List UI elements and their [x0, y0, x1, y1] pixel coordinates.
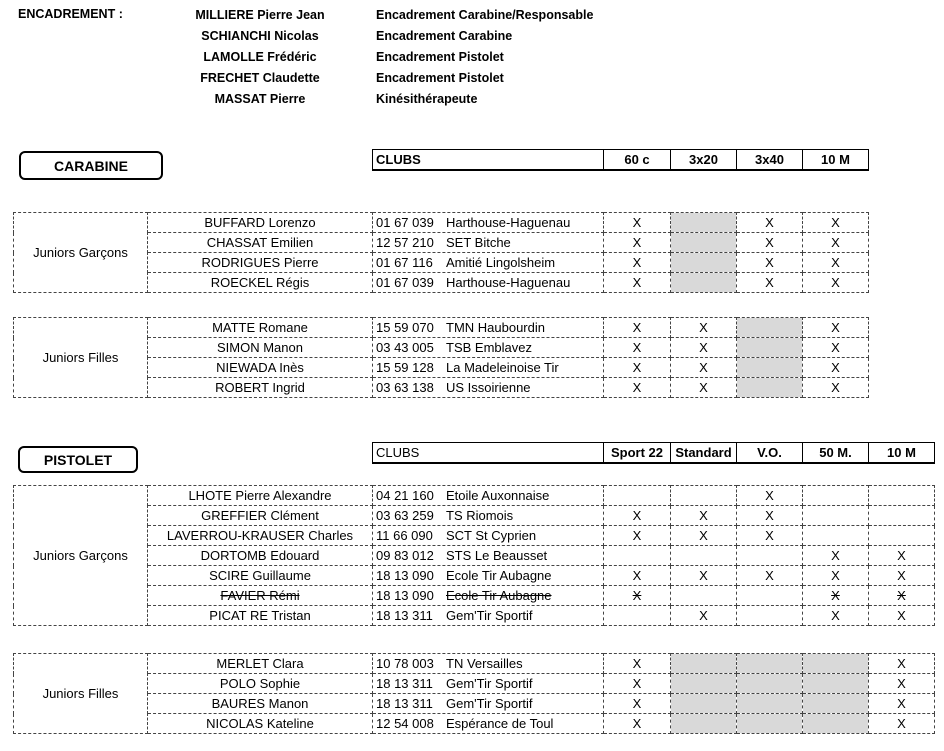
mark-cell — [604, 486, 671, 506]
club-cell — [373, 566, 604, 586]
mark-cell: X — [671, 606, 737, 626]
club-cell — [373, 273, 604, 293]
club-code: 18 13 311 — [376, 676, 433, 691]
mark-cell — [803, 654, 869, 674]
mark-cell: X — [604, 674, 671, 694]
mark-cell — [737, 378, 803, 398]
mark-cell: X — [604, 318, 671, 338]
club-cell — [373, 486, 604, 506]
club-code: 15 59 128 — [376, 360, 434, 375]
mark-cell: X — [803, 358, 869, 378]
table-row — [14, 654, 935, 674]
athlete-name: DORTOMB Edouard — [148, 546, 373, 566]
mark-cell: X — [803, 586, 869, 606]
club-name: Etoile Auxonnaise — [446, 488, 550, 503]
column-header: Sport 22 — [604, 443, 671, 463]
club-cell — [373, 694, 604, 714]
mark-cell — [671, 694, 737, 714]
club-code: 03 63 138 — [376, 380, 434, 395]
club-code: 01 67 039 — [376, 215, 434, 230]
club-name: Espérance de Toul — [446, 716, 554, 731]
column-header: 50 M. — [803, 443, 869, 463]
mark-cell — [671, 273, 737, 293]
athlete-name: POLO Sophie — [148, 674, 373, 694]
carabine-header — [372, 149, 869, 171]
mark-cell — [671, 486, 737, 506]
club-cell — [373, 606, 604, 626]
mark-cell — [737, 586, 803, 606]
club-code: 09 83 012 — [376, 548, 434, 563]
club-cell — [373, 586, 604, 606]
club-code: 01 67 116 — [376, 255, 433, 270]
mark-cell: X — [671, 506, 737, 526]
mark-cell: X — [604, 506, 671, 526]
club-name: Ecole Tir Aubagne — [446, 588, 552, 603]
staff-name: MASSAT Pierre — [214, 92, 306, 106]
mark-cell: X — [869, 654, 935, 674]
mark-cell — [671, 546, 737, 566]
club-cell — [373, 674, 604, 694]
athlete-name: ROBERT Ingrid — [148, 378, 373, 398]
club-code: 18 13 090 — [376, 588, 434, 603]
club-code: 10 78 003 — [376, 656, 434, 671]
table-row-withdrawn — [14, 586, 935, 606]
athlete-name: FAVIER Rémi — [148, 586, 373, 606]
mark-cell: X — [737, 233, 803, 253]
club-name: US Issoirienne — [446, 380, 531, 395]
mark-cell: X — [737, 566, 803, 586]
mark-cell — [737, 654, 803, 674]
mark-cell: X — [869, 694, 935, 714]
carabine-juniors-filles-table — [13, 317, 869, 398]
mark-cell: X — [803, 378, 869, 398]
club-cell — [373, 213, 604, 233]
staff-name: LAMOLLE Frédéric — [203, 50, 317, 64]
mark-cell — [671, 674, 737, 694]
mark-cell: X — [803, 273, 869, 293]
athlete-name: LAVERROU-KRAUSER Charles — [148, 526, 373, 546]
club-name: SCT St Cyprien — [446, 528, 537, 543]
mark-cell: X — [737, 273, 803, 293]
club-code: 15 59 070 — [376, 320, 434, 335]
table-row — [14, 546, 935, 566]
pistolet-header — [372, 442, 935, 464]
mark-cell: X — [869, 566, 935, 586]
athlete-name: MERLET Clara — [148, 654, 373, 674]
mark-cell — [803, 526, 869, 546]
mark-cell: X — [604, 654, 671, 674]
staff-name: SCHIANCHI Nicolas — [201, 29, 319, 43]
club-cell — [373, 546, 604, 566]
mark-cell — [671, 233, 737, 253]
club-cell — [373, 253, 604, 273]
mark-cell — [737, 674, 803, 694]
club-code: 12 57 210 — [376, 235, 434, 250]
athlete-name: NIEWADA Inès — [148, 358, 373, 378]
table-row — [14, 566, 935, 586]
club-name: Gem'Tir Sportif — [446, 696, 533, 711]
mark-cell: X — [803, 566, 869, 586]
staff-role: Encadrement Pistolet — [376, 71, 504, 85]
mark-cell: X — [803, 318, 869, 338]
column-header: V.O. — [737, 443, 803, 463]
category-label: Juniors Filles — [14, 654, 148, 734]
column-header: 10 M — [803, 150, 869, 170]
athlete-name: MATTE Romane — [148, 318, 373, 338]
club-code: 01 67 039 — [376, 275, 434, 290]
column-header: 10 M — [869, 443, 935, 463]
mark-cell — [803, 674, 869, 694]
athlete-name: PICAT RE Tristan — [148, 606, 373, 626]
table-row — [14, 486, 935, 506]
mark-cell: X — [803, 213, 869, 233]
mark-cell: X — [604, 694, 671, 714]
club-cell — [373, 233, 604, 253]
club-name: TS Riomois — [446, 508, 514, 523]
mark-cell — [671, 714, 737, 734]
club-name: Gem'Tir Sportif — [446, 608, 533, 623]
club-cell — [373, 526, 604, 546]
club-name: La Madeleinoise Tir — [446, 360, 559, 375]
column-header: 3x40 — [737, 150, 803, 170]
club-name: TN Versailles — [446, 656, 523, 671]
mark-cell — [737, 546, 803, 566]
club-name: STS Le Beausset — [446, 548, 548, 563]
category-label: Juniors Filles — [14, 318, 148, 398]
club-code: 18 13 311 — [376, 696, 433, 711]
mark-cell: X — [604, 233, 671, 253]
club-code: 03 63 259 — [376, 508, 434, 523]
club-cell — [373, 506, 604, 526]
mark-cell — [803, 486, 869, 506]
category-label: Juniors Garçons — [14, 486, 148, 626]
table-row — [14, 318, 869, 338]
mark-cell — [604, 546, 671, 566]
club-cell — [373, 358, 604, 378]
table-row — [14, 714, 935, 734]
mark-cell — [869, 506, 935, 526]
mark-cell: X — [604, 213, 671, 233]
mark-cell: X — [604, 566, 671, 586]
mark-cell: X — [604, 526, 671, 546]
mark-cell — [671, 253, 737, 273]
pistolet-juniors-garcons-table — [13, 485, 935, 626]
mark-cell: X — [737, 526, 803, 546]
mark-cell: X — [604, 714, 671, 734]
staff-role: Encadrement Carabine — [376, 29, 513, 43]
club-cell — [373, 714, 604, 734]
mark-cell: X — [604, 358, 671, 378]
mark-cell: X — [869, 546, 935, 566]
mark-cell: X — [869, 606, 935, 626]
club-cell — [373, 654, 604, 674]
club-name: Amitié Lingolsheim — [446, 255, 556, 270]
mark-cell — [671, 586, 737, 606]
club-name: Harthouse-Haguenau — [446, 275, 571, 290]
club-cell — [373, 318, 604, 338]
club-code: 11 66 090 — [376, 528, 433, 543]
staff-role: Encadrement Carabine/Responsable — [376, 8, 594, 22]
mark-cell: X — [604, 253, 671, 273]
mark-cell — [803, 714, 869, 734]
staff-role: Encadrement Pistolet — [376, 50, 504, 64]
pistolet-section-title: PISTOLET — [18, 446, 138, 473]
mark-cell — [737, 714, 803, 734]
club-name: Harthouse-Haguenau — [446, 215, 571, 230]
athlete-name: LHOTE Pierre Alexandre — [148, 486, 373, 506]
staff-name: MILLIERE Pierre Jean — [195, 8, 325, 22]
mark-cell: X — [869, 674, 935, 694]
table-row — [14, 213, 869, 233]
carabine-section-title: CARABINE — [19, 151, 163, 180]
club-code: 18 13 311 — [376, 608, 433, 623]
staff-label: ENCADREMENT : — [18, 7, 123, 21]
club-code: 03 43 005 — [376, 340, 434, 355]
mark-cell — [737, 318, 803, 338]
mark-cell — [869, 486, 935, 506]
club-code: 04 21 160 — [376, 488, 434, 503]
club-name: TSB Emblavez — [446, 340, 532, 355]
category-label: Juniors Garçons — [14, 213, 148, 293]
mark-cell: X — [671, 338, 737, 358]
mark-cell: X — [671, 378, 737, 398]
mark-cell: X — [737, 506, 803, 526]
mark-cell: X — [803, 606, 869, 626]
mark-cell: X — [671, 526, 737, 546]
mark-cell — [869, 526, 935, 546]
mark-cell — [671, 654, 737, 674]
club-code: 12 54 008 — [376, 716, 434, 731]
mark-cell — [803, 694, 869, 714]
club-name: TMN Haubourdin — [446, 320, 545, 335]
staff-name: FRECHET Claudette — [200, 71, 320, 85]
club-name: Ecole Tir Aubagne — [446, 568, 552, 583]
table-row — [14, 674, 935, 694]
athlete-name: RODRIGUES Pierre — [148, 253, 373, 273]
carabine-juniors-garcons-table — [13, 212, 869, 293]
mark-cell: X — [803, 253, 869, 273]
athlete-name: GREFFIER Clément — [148, 506, 373, 526]
mark-cell — [671, 213, 737, 233]
club-name: SET Bitche — [446, 235, 511, 250]
mark-cell: X — [869, 714, 935, 734]
mark-cell: X — [604, 273, 671, 293]
mark-cell: X — [604, 338, 671, 358]
club-cell — [373, 338, 604, 358]
mark-cell — [803, 506, 869, 526]
mark-cell: X — [803, 233, 869, 253]
column-header: 60 c — [604, 150, 671, 170]
club-name: Gem'Tir Sportif — [446, 676, 533, 691]
column-header: CLUBS — [373, 150, 604, 170]
athlete-name: NICOLAS Kateline — [148, 714, 373, 734]
mark-cell — [737, 694, 803, 714]
table-row — [14, 606, 935, 626]
pistolet-juniors-filles-table — [13, 653, 935, 734]
mark-cell: X — [737, 213, 803, 233]
athlete-name: CHASSAT Emilien — [148, 233, 373, 253]
mark-cell — [737, 338, 803, 358]
column-header: 3x20 — [671, 150, 737, 170]
table-row — [14, 694, 935, 714]
mark-cell: X — [869, 586, 935, 606]
mark-cell — [737, 358, 803, 378]
mark-cell: X — [671, 566, 737, 586]
table-row — [14, 506, 935, 526]
mark-cell — [737, 606, 803, 626]
column-header: CLUBS — [373, 443, 604, 463]
mark-cell: X — [604, 586, 671, 606]
athlete-name: BAURES Manon — [148, 694, 373, 714]
mark-cell: X — [737, 253, 803, 273]
mark-cell: X — [671, 358, 737, 378]
mark-cell: X — [803, 546, 869, 566]
mark-cell: X — [803, 338, 869, 358]
athlete-name: ROECKEL Régis — [148, 273, 373, 293]
club-code: 18 13 090 — [376, 568, 434, 583]
mark-cell: X — [604, 378, 671, 398]
club-cell — [373, 378, 604, 398]
mark-cell: X — [737, 486, 803, 506]
mark-cell — [604, 606, 671, 626]
table-row — [14, 526, 935, 546]
column-header: Standard — [671, 443, 737, 463]
mark-cell: X — [671, 318, 737, 338]
athlete-name: SCIRE Guillaume — [148, 566, 373, 586]
athlete-name: SIMON Manon — [148, 338, 373, 358]
staff-role: Kinésithérapeute — [376, 92, 478, 106]
athlete-name: BUFFARD Lorenzo — [148, 213, 373, 233]
